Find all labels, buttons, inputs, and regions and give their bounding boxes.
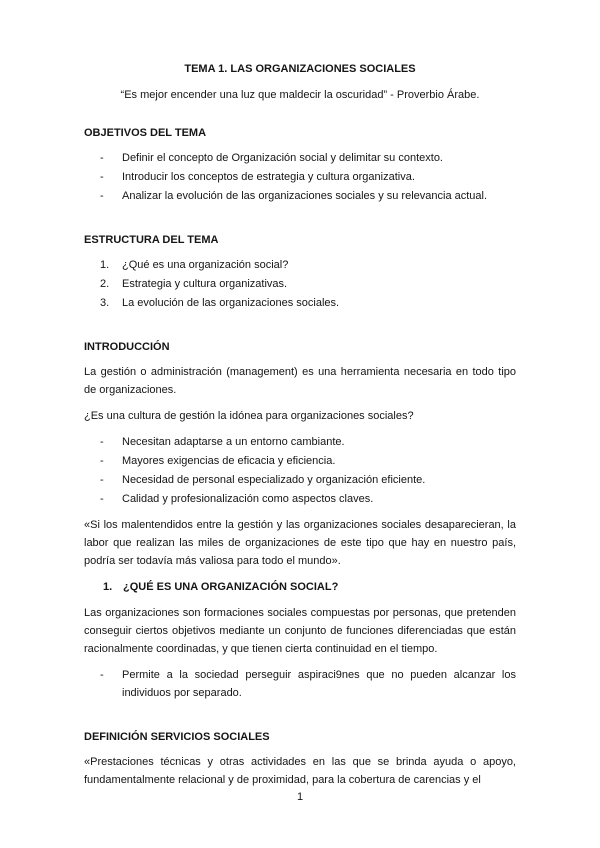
heading-text: ¿QUÉ ES UNA ORGANIZACIÓN SOCIAL?	[123, 581, 339, 593]
dash-bullet: -	[100, 190, 104, 202]
list-item-text: Necesidad de personal especializado y organización eficiente.	[122, 474, 426, 486]
number-marker: 1.	[100, 259, 110, 271]
heading-definicion: DEFINICIÓN SERVICIOS SOCIALES	[84, 731, 270, 743]
epigraph: “Es mejor encender una luz que maldecir la oscuridad” - Proverbio Árabe.	[120, 89, 480, 101]
list-objetivos	[84, 149, 516, 205]
list-item	[84, 294, 516, 312]
number-marker: 3.	[100, 297, 110, 309]
dash-bullet: -	[100, 669, 104, 681]
heading-number: 1.	[103, 581, 113, 593]
dash-bullet: -	[100, 152, 104, 164]
dash-bullet: -	[100, 436, 104, 448]
list-que-es	[84, 666, 516, 702]
dash-bullet: -	[100, 493, 104, 505]
list-item	[84, 256, 516, 274]
list-item	[84, 452, 516, 470]
paragraph: La gestión o administración (management) es una herramienta necesaria en todo tipo de organizaciones.	[84, 366, 516, 396]
list-item-text: Analizar la evolución de las organizaciones sociales y su relevancia actual.	[122, 190, 488, 202]
heading-estructura: ESTRUCTURA DEL TEMA	[84, 234, 219, 246]
list-item	[84, 666, 516, 702]
list-item-text: Estrategia y cultura organizativas.	[122, 278, 288, 290]
paragraph: Las organizaciones son formaciones sociales compuestas por personas, que pretenden conseguir ciertos objetivos mediante un conjunto de funciones diferenciadas que están racionalmente coordinadas, y que tienen cierta continuidad en el tiempo.	[84, 607, 516, 655]
list-item-text: Definir el concepto de Organización social y delimitar su contexto.	[122, 152, 443, 164]
list-item	[84, 168, 516, 186]
dash-bullet: -	[100, 171, 104, 183]
quote-paragraph: «Si los malentendidos entre la gestión y las organizaciones sociales desaparecieran, la labor que realizan las miles de organizaciones de este tipo que hay en nuestro país, podría ser todavía más valiosa para todo el mundo».	[84, 519, 516, 567]
list-estructura	[84, 256, 516, 312]
dash-bullet: -	[100, 455, 104, 467]
heading-que-es	[84, 578, 516, 596]
number-marker: 2.	[100, 278, 110, 290]
list-item	[84, 187, 516, 205]
list-item	[84, 433, 516, 451]
list-item-text: ¿Qué es una organización social?	[122, 259, 289, 271]
list-item	[84, 149, 516, 167]
heading-introduccion: INTRODUCCIÓN	[84, 341, 170, 353]
list-introduccion	[84, 433, 516, 508]
list-item-text: Introducir los conceptos de estrategia y cultura organizativa.	[122, 171, 415, 183]
heading-objetivos: OBJETIVOS DEL TEMA	[84, 127, 207, 139]
list-item-text: Permite a la sociedad perseguir aspiraci9nes que no pueden alcanzar los individuos por separado.	[122, 669, 516, 699]
list-item-text: Necesitan adaptarse a un entorno cambiante.	[122, 436, 345, 448]
paragraph: «Prestaciones técnicas y otras actividades en las que se brinda ayuda o apoyo, fundamentalmente relacional y de proximidad, para la cobertura de carencias y el	[84, 756, 516, 786]
list-item	[84, 490, 516, 508]
list-item	[84, 471, 516, 489]
list-item-text: La evolución de las organizaciones sociales.	[122, 297, 340, 309]
list-item-text: Calidad y profesionalización como aspectos claves.	[122, 493, 374, 505]
dash-bullet: -	[100, 474, 104, 486]
paragraph: ¿Es una cultura de gestión la idónea para organizaciones sociales?	[84, 410, 414, 422]
list-item-text: Mayores exigencias de eficacia y eficiencia.	[122, 455, 336, 467]
page-number: 1	[296, 791, 304, 803]
page-title: TEMA 1. LAS ORGANIZACIONES SOCIALES	[184, 63, 416, 75]
list-item	[84, 275, 516, 293]
